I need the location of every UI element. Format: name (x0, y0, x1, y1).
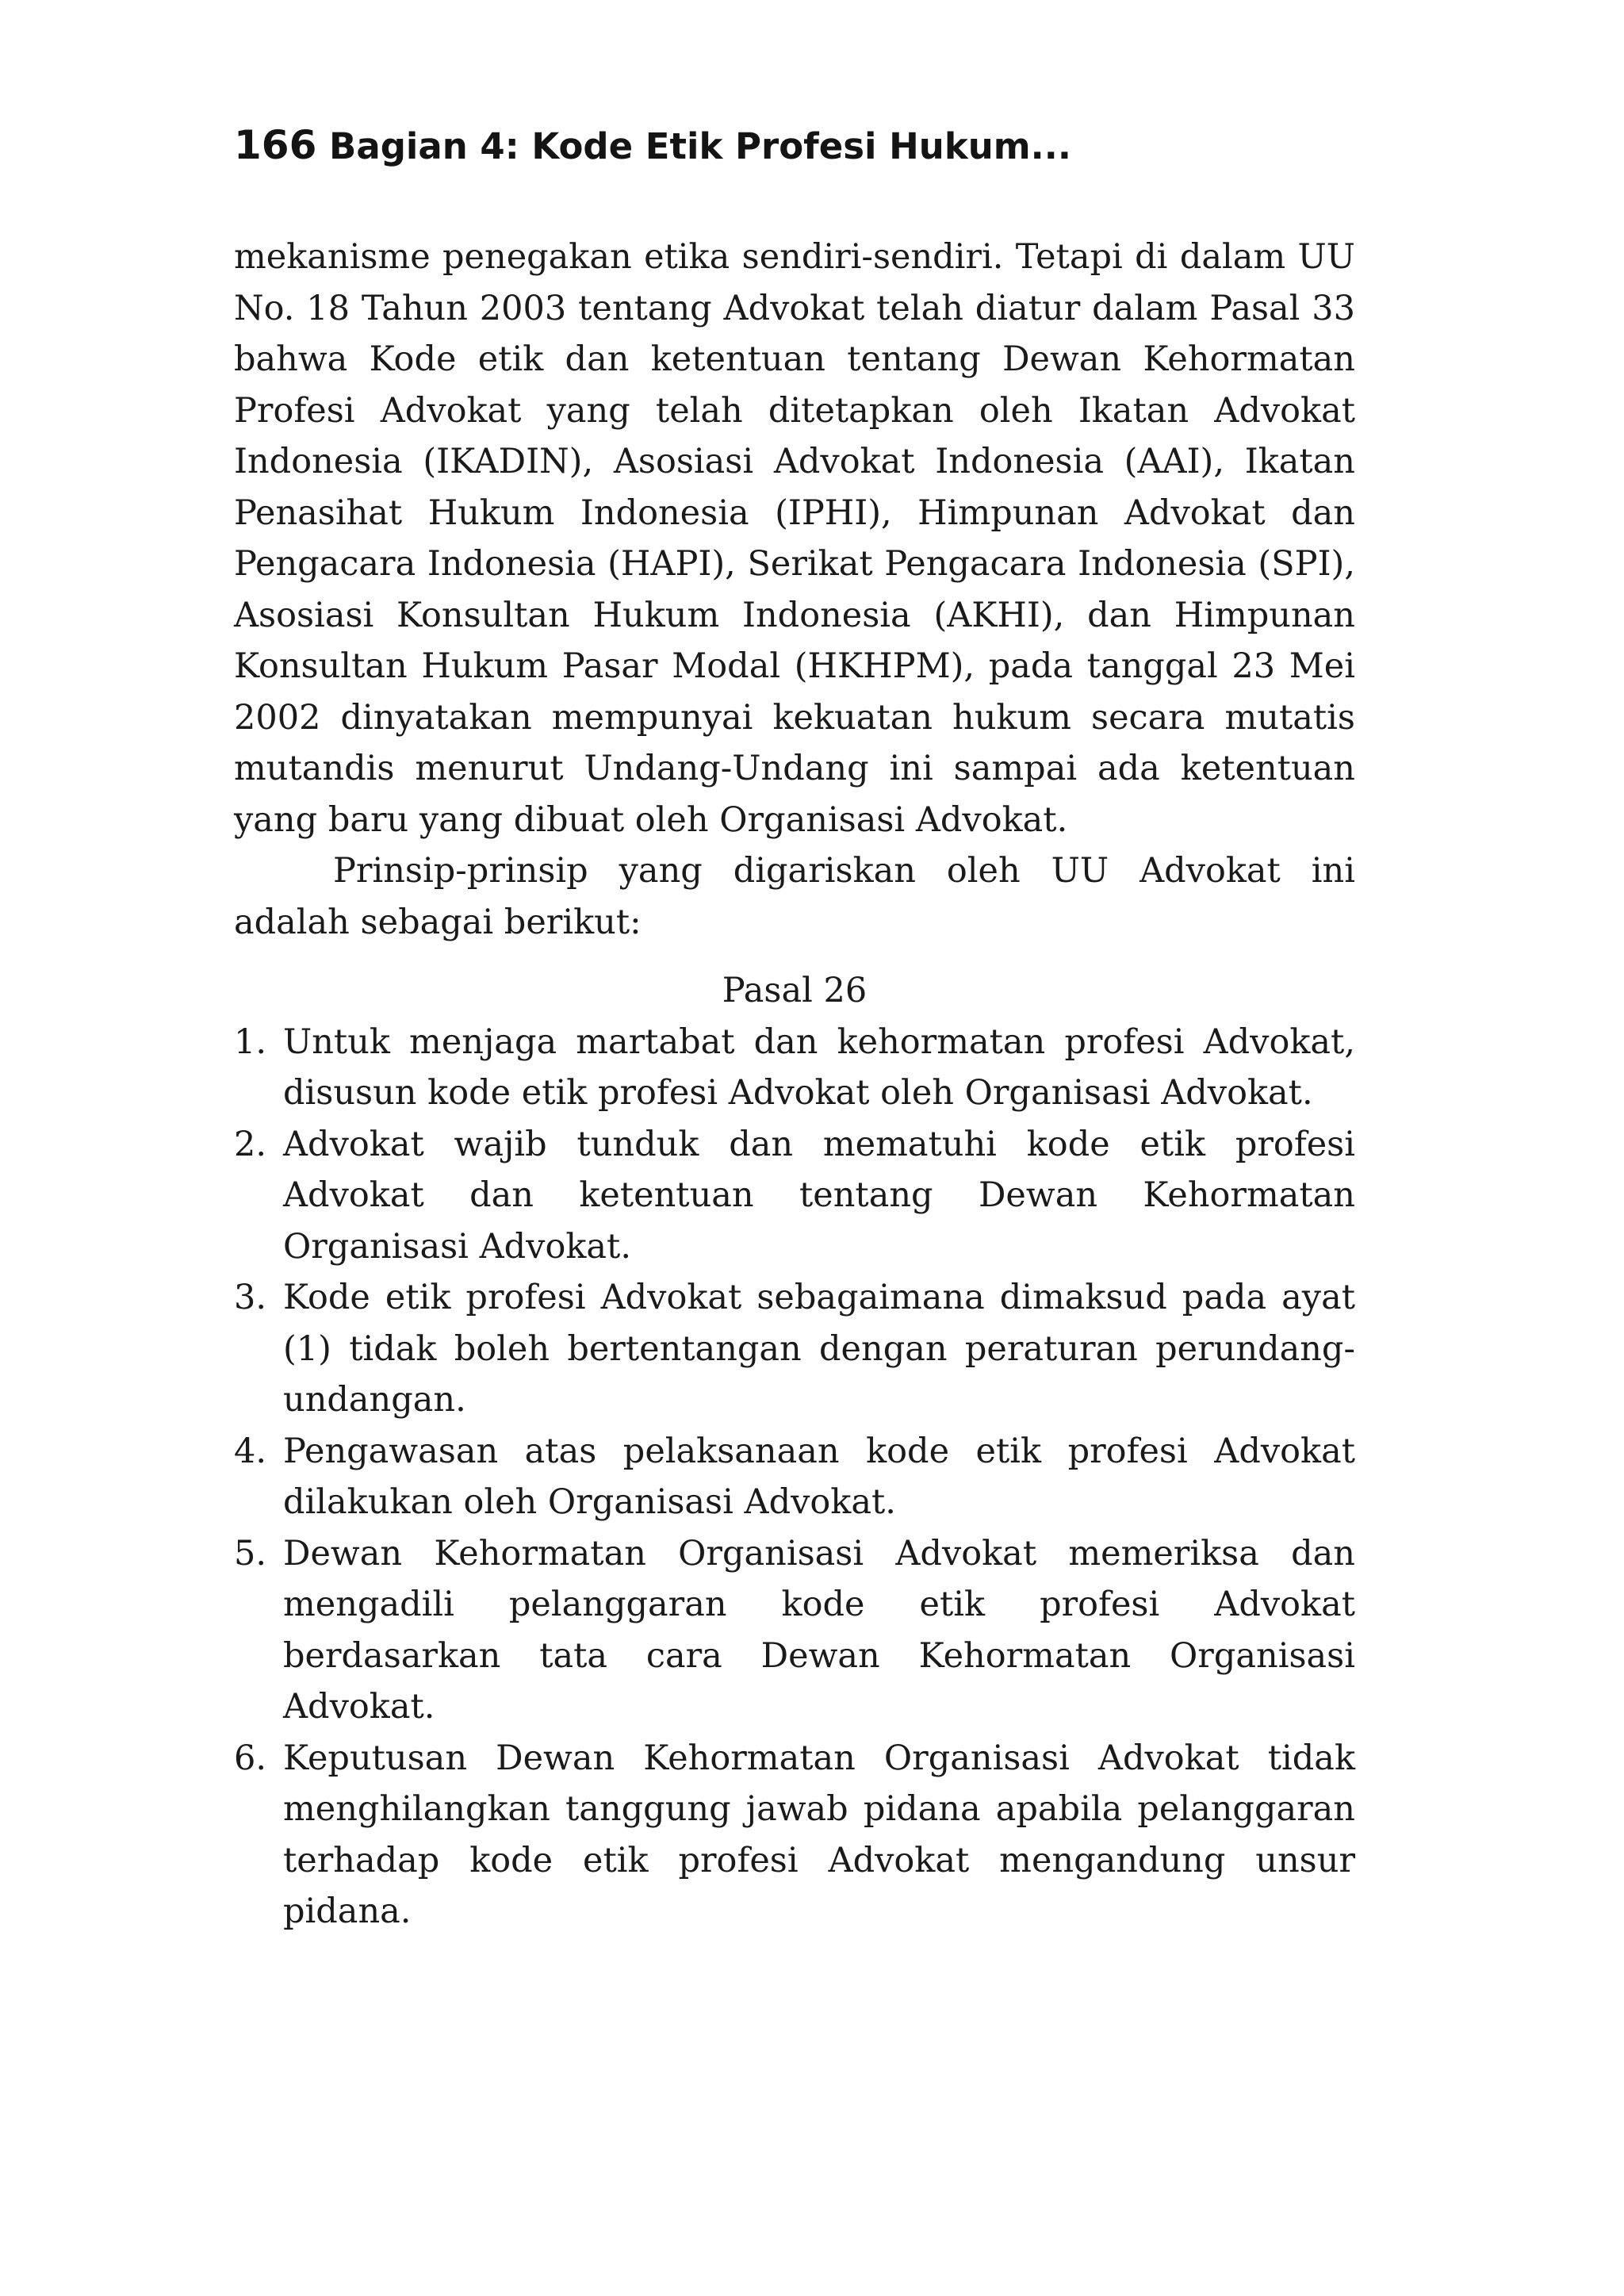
list-item-number: 5. (234, 1533, 267, 1573)
body-text (234, 232, 1355, 1938)
list-item (234, 1733, 1355, 1938)
paragraph-intro: mekanisme penegakan etika sendiri-sendiri. Tetapi di dalam UU No. 18 Tahun 2003 tentang Advokat telah diatur dalam Pasal 33 bahwa Kode etik dan ketentuan tentang Dewan Kehormatan Profesi Advokat yang telah ditetapkan oleh Ikatan Advokat Indonesia (IKADIN), Asosiasi Advokat Indonesia (AAI), Ikatan Penasihat Hukum Indonesia (IPHI), Himpunan Advokat dan Pengacara Indonesia (HAPI), Serikat Pengacara Indonesia (SPI), Asosiasi Konsultan Hukum Indonesia (AKHI), dan Himpunan Konsultan Hukum Pasar Modal (HKHPM), pada tanggal 23 Mei 2002 dinyatakan mempunyai kekuatan hukum secara mutatis mutandis menurut Undang-Undang ini sampai ada ketentuan yang baru yang dibuat oleh Organisasi Advokat. (234, 237, 1355, 840)
pasal-heading: Pasal 26 (722, 971, 868, 1010)
list-item-text: Keputusan Dewan Kehormatan Organisasi Advokat tidak menghilangkan tanggung jawab pidana apabila pelanggaran terhadap kode etik profesi Advokat mengandung unsur pidana. (283, 1738, 1355, 1931)
page-number: 166 (234, 122, 317, 168)
list-item-text: Dewan Kehormatan Organisasi Advokat memeriksa dan mengadili pelanggaran kode etik profesi Advokat berdasarkan tata cara Dewan Kehormatan Organisasi Advokat. (283, 1533, 1355, 1727)
list-item-text: Pengawasan atas pelaksanaan kode etik profesi Advokat dilakukan oleh Organisasi Advokat. (283, 1431, 1355, 1522)
list-item-text: Kode etik profesi Advokat sebagaimana dimaksud pada ayat (1) tidak boleh bertentangan dengan peraturan perundang-undangan. (283, 1278, 1355, 1420)
list-item-number: 4. (234, 1431, 267, 1471)
paragraph-principles: Prinsip-prinsip yang digariskan oleh UU Advokat ini adalah sebagai berikut: (234, 851, 1355, 942)
running-header (234, 122, 1071, 168)
list-item (234, 1272, 1355, 1426)
chapter-title: Bagian 4: Kode Etik Profesi Hukum... (329, 125, 1071, 167)
list-item-number: 2. (234, 1124, 267, 1164)
list-item (234, 1017, 1355, 1119)
pasal-list (234, 1017, 1355, 1938)
list-item (234, 1528, 1355, 1733)
list-item-text: Advokat wajib tunduk dan mematuhi kode etik profesi Advokat dan ketentuan tentang Dewan Kehormatan Organisasi Advokat. (283, 1124, 1355, 1267)
list-item-number: 3. (234, 1278, 267, 1317)
list-item (234, 1426, 1355, 1528)
list-item (234, 1119, 1355, 1273)
list-item-text: Untuk menjaga martabat dan kehormatan profesi Advokat, disusun kode etik profesi Advokat oleh Organisasi Advokat. (283, 1022, 1355, 1113)
list-item-number: 6. (234, 1738, 267, 1778)
list-item-number: 1. (234, 1022, 267, 1062)
